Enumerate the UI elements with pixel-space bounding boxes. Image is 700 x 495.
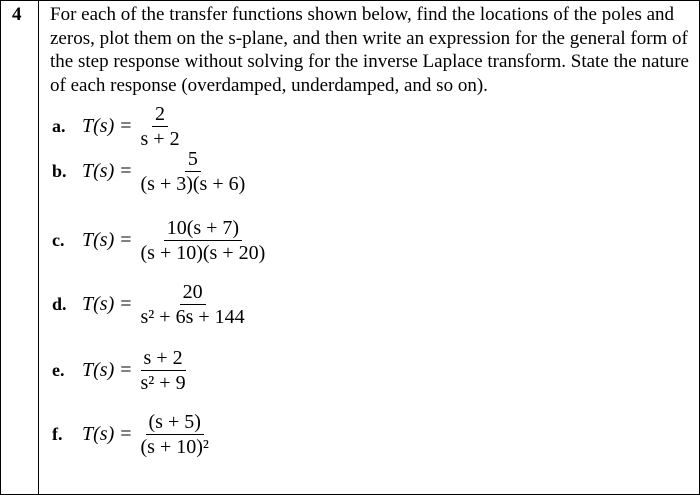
denominator: (s + 10)² [140, 435, 209, 458]
question-prompt: For each of the transfer functions shown below, find the locations of the poles and zeros, plot them on the s-plane, and then write an expression for the general form of the step response without solving for the inverse Laplace transform. State the nature of each response (overdamped, underdamped, and so on). [50, 4, 689, 96]
denominator: s² + 9 [140, 371, 186, 394]
denominator: (s + 10)(s + 20) [140, 241, 266, 264]
fraction [138, 147, 249, 196]
transfer-function-lhs: T(s) [82, 358, 115, 381]
numerator: 2 [152, 102, 168, 127]
denominator: s + 2 [140, 127, 180, 150]
numerator: 5 [185, 147, 201, 172]
denominator: s² + 6s + 144 [140, 305, 245, 328]
numerator: 10(s + 7) [164, 216, 242, 241]
problem-label: d. [52, 293, 67, 314]
problem-e [52, 340, 189, 400]
equals-sign: = [120, 358, 132, 381]
denominator: (s + 3)(s + 6) [140, 172, 246, 195]
problem-label: b. [52, 160, 67, 181]
equals-sign: = [120, 114, 132, 137]
numerator: s + 2 [141, 346, 186, 371]
problem-label: e. [52, 359, 65, 380]
problem-d [52, 274, 248, 334]
question-number: 4 [12, 4, 22, 25]
transfer-function-lhs: T(s) [82, 159, 115, 182]
equals-sign: = [120, 228, 132, 251]
question-number-column [0, 0, 39, 495]
problem-label: a. [52, 115, 66, 136]
transfer-function-lhs: T(s) [82, 228, 115, 251]
equals-sign: = [120, 422, 132, 445]
transfer-function-lhs: T(s) [82, 422, 115, 445]
numerator: (s + 5) [146, 410, 204, 435]
fraction [138, 216, 269, 265]
fraction [138, 410, 212, 459]
transfer-function-lhs: T(s) [82, 114, 115, 137]
problem-label: f. [52, 423, 63, 444]
fraction [138, 346, 189, 395]
equals-sign: = [120, 292, 132, 315]
transfer-function-lhs: T(s) [82, 292, 115, 315]
problem-f [52, 404, 212, 464]
numerator: 20 [180, 280, 206, 305]
problem-label: c. [52, 229, 65, 250]
fraction [138, 280, 248, 329]
equals-sign: = [120, 159, 132, 182]
problem-b [52, 141, 248, 201]
problem-c [52, 210, 268, 270]
